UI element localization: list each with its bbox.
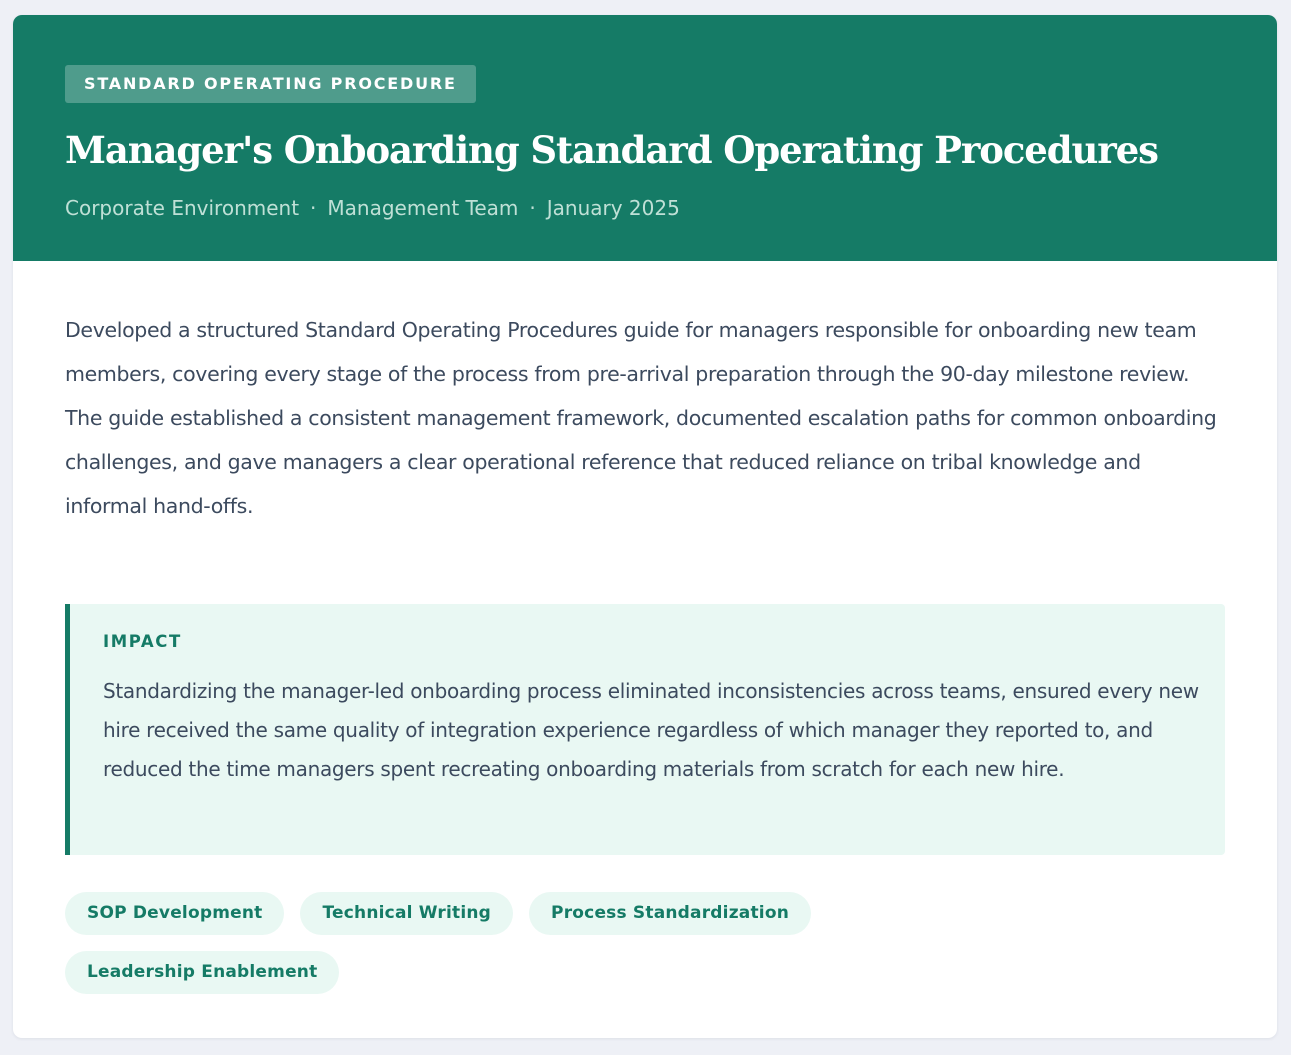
impact-text: Standardizing the manager-led onboarding process eliminated inconsistencies across teams, ensured every new hire received the same quality of integration experience regardless of which manager they reported to, and reduced the time managers spent recreating onboarding materials from scratch for each new hire.: [103, 679, 1199, 781]
tag-list: [65, 892, 1065, 994]
meta-date: January 2025: [546, 196, 680, 220]
card-header: [13, 15, 1277, 261]
summary-paragraph: Developed a structured Standard Operating Procedures guide for managers responsible for onboarding new team members, covering every stage of the process from pre-arrival preparation through the 90-day milestone review. The guide established a consistent management framework, documented escalation paths for common onboarding challenges, and gave managers a clear operational reference that reduced reliance on tribal knowledge and informal hand-offs.: [65, 318, 1217, 518]
page-title: Manager's Onboarding Standard Operating Procedures: [65, 128, 1158, 172]
tag-process-standardization: Process Standardization: [529, 892, 811, 935]
tag-leadership-enablement: Leadership Enablement: [65, 951, 339, 994]
impact-label: IMPACT: [103, 632, 182, 651]
meta-environment: Corporate Environment: [65, 196, 300, 220]
project-card: [13, 15, 1277, 1038]
meta-separator: ·: [310, 196, 317, 220]
meta-team: Management Team: [327, 196, 519, 220]
tag-sop-development: SOP Development: [65, 892, 284, 935]
meta-separator: ·: [529, 196, 536, 220]
document-type-badge: STANDARD OPERATING PROCEDURE: [65, 65, 476, 103]
tag-technical-writing: Technical Writing: [300, 892, 513, 935]
meta-line: [65, 193, 680, 223]
impact-callout: [65, 604, 1225, 855]
